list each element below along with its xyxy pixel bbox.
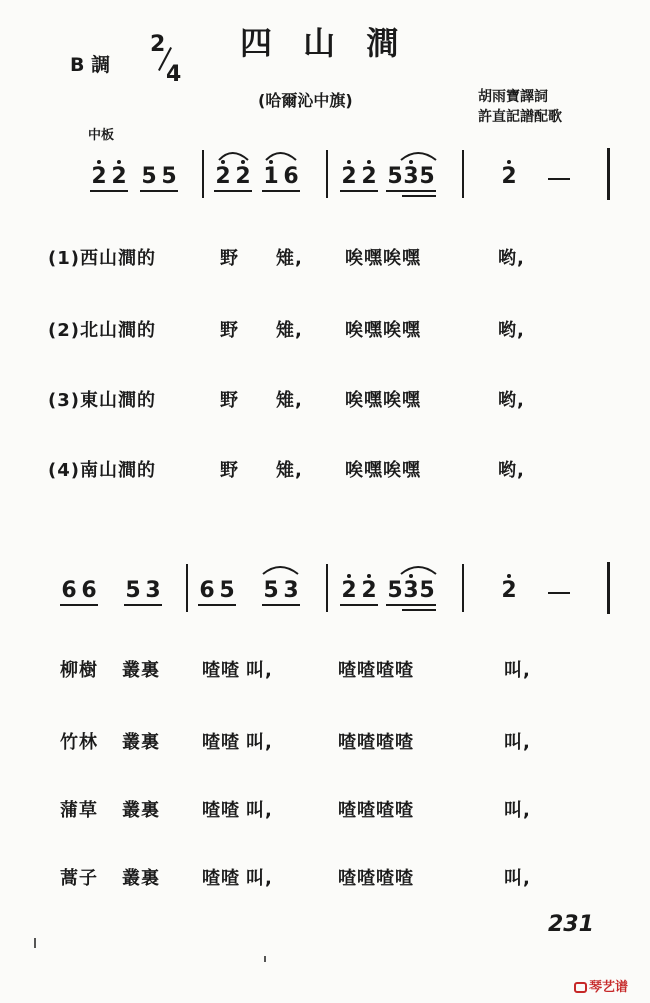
note: 2 bbox=[215, 164, 231, 189]
lyric-text: 唉嘿唉嘿 bbox=[345, 248, 421, 269]
note: 3 bbox=[403, 164, 419, 189]
beat-underline bbox=[386, 604, 436, 606]
lyric-text: 柳樹 bbox=[60, 660, 98, 681]
slur-marks bbox=[216, 146, 306, 162]
lyric-text: 喳喳喳喳 bbox=[338, 800, 414, 821]
lyric-text: 唉嘿唉嘿 bbox=[345, 320, 421, 341]
note: 5 bbox=[161, 164, 177, 189]
lyric-text: 哟, bbox=[498, 320, 525, 341]
note: 6 bbox=[199, 578, 215, 603]
lyric-text: 喳喳喳喳 bbox=[338, 732, 414, 753]
lyric-text: 蒿子 bbox=[60, 868, 98, 889]
slur-mark bbox=[260, 560, 304, 576]
lyric-text: 叢裏 bbox=[122, 732, 160, 753]
lyric-refrain-1 bbox=[60, 656, 531, 682]
lyric-verse-3 bbox=[48, 386, 525, 412]
lyric-text: 唉嘿唉嘿 bbox=[345, 390, 421, 411]
song-origin: (哈爾沁中旗) bbox=[258, 91, 353, 110]
note: 6 bbox=[61, 578, 77, 603]
music-credit: 許直記譜配歌 bbox=[478, 109, 562, 125]
note: 5 bbox=[419, 578, 435, 603]
slur-mark bbox=[398, 146, 442, 162]
note: 6 bbox=[283, 164, 299, 189]
scan-speck bbox=[34, 938, 36, 948]
bar-line bbox=[202, 150, 204, 198]
lyric-text: 竹林 bbox=[60, 732, 98, 753]
note: 2 bbox=[361, 164, 377, 189]
note: 3 bbox=[403, 578, 419, 603]
note: 2 bbox=[341, 164, 357, 189]
notation-staff-2 bbox=[61, 560, 616, 626]
lyric-text: 野 bbox=[220, 248, 239, 269]
bar-line bbox=[462, 564, 464, 612]
beat-underline bbox=[386, 190, 436, 192]
note: 5 bbox=[141, 164, 157, 189]
note: 2 bbox=[235, 164, 251, 189]
note: 2 bbox=[501, 164, 517, 189]
lyric-text: 叫, bbox=[246, 800, 273, 821]
lyric-verse-1 bbox=[48, 244, 525, 270]
note: 5 bbox=[125, 578, 141, 603]
lyric-text: 叢裏 bbox=[122, 868, 160, 889]
octave-dot bbox=[97, 160, 101, 164]
beat-underline bbox=[340, 190, 378, 192]
beat-underline bbox=[198, 604, 236, 606]
lyric-text: 叢裏 bbox=[122, 660, 160, 681]
tempo-marking: 中板 bbox=[88, 128, 115, 143]
notation-staff-1 bbox=[86, 146, 616, 212]
octave-dot bbox=[507, 574, 511, 578]
lyric-text: 叢裏 bbox=[122, 800, 160, 821]
note: 3 bbox=[145, 578, 161, 603]
note: 5 bbox=[219, 578, 235, 603]
lyric-text: 叫, bbox=[246, 868, 273, 889]
octave-dot bbox=[117, 160, 121, 164]
lyric-text: (2)北山澗的 bbox=[48, 320, 156, 341]
lyric-text: 喳喳 bbox=[202, 732, 240, 753]
note: 5 bbox=[263, 578, 279, 603]
lyric-text: 雉, bbox=[276, 390, 303, 411]
page-number: 231 bbox=[548, 912, 594, 937]
note: 2 bbox=[111, 164, 127, 189]
lyric-text: (1)西山澗的 bbox=[48, 248, 156, 269]
lyric-text: 叫, bbox=[504, 732, 531, 753]
lyric-text: (3)東山澗的 bbox=[48, 390, 156, 411]
octave-dot bbox=[367, 160, 371, 164]
lyric-text: 叫, bbox=[504, 660, 531, 681]
beat-underline bbox=[402, 195, 436, 197]
time-sig-numerator: 2 bbox=[150, 32, 166, 57]
lyrics-credit: 胡雨寶譯詞 bbox=[478, 89, 548, 105]
beat-underline bbox=[262, 604, 300, 606]
note: 1 bbox=[263, 164, 279, 189]
octave-dot bbox=[507, 160, 511, 164]
beat-underline bbox=[214, 190, 252, 192]
lyric-text: 哟, bbox=[498, 460, 525, 481]
lyric-refrain-2 bbox=[60, 728, 531, 754]
beat-underline bbox=[340, 604, 378, 606]
sustain-dash bbox=[548, 592, 570, 594]
beat-underline bbox=[60, 604, 98, 606]
time-signature bbox=[146, 32, 182, 92]
note: 2 bbox=[361, 578, 377, 603]
lyric-text: 哟, bbox=[498, 248, 525, 269]
lyric-verse-2 bbox=[48, 316, 525, 342]
lyric-refrain-4 bbox=[60, 864, 531, 890]
watermark-logo bbox=[574, 976, 628, 995]
beat-underline bbox=[124, 604, 162, 606]
note: 6 bbox=[81, 578, 97, 603]
lyric-text: 叫, bbox=[246, 732, 273, 753]
lyric-text: 雉, bbox=[276, 460, 303, 481]
bar-line bbox=[186, 564, 188, 612]
lyric-text: 叫, bbox=[504, 800, 531, 821]
beat-underline bbox=[262, 190, 300, 192]
lyric-text: 唉嘿唉嘿 bbox=[345, 460, 421, 481]
key-signature: B 調 bbox=[70, 54, 111, 76]
watermark-text: 琴艺谱 bbox=[589, 980, 629, 995]
note: 3 bbox=[283, 578, 299, 603]
lyric-text: 野 bbox=[220, 390, 239, 411]
lyric-text: 叫, bbox=[504, 868, 531, 889]
note: 2 bbox=[341, 578, 357, 603]
lyric-text: 野 bbox=[220, 320, 239, 341]
bar-line bbox=[462, 150, 464, 198]
octave-dot bbox=[347, 574, 351, 578]
note: 5 bbox=[387, 578, 403, 603]
end-bar-line bbox=[607, 562, 610, 614]
lyric-text: 喳喳喳喳 bbox=[338, 868, 414, 889]
octave-dot bbox=[347, 160, 351, 164]
lyric-refrain-3 bbox=[60, 796, 531, 822]
scan-speck bbox=[264, 956, 266, 962]
end-bar-line bbox=[607, 148, 610, 200]
octave-dot bbox=[367, 574, 371, 578]
lyric-text: 雉, bbox=[276, 320, 303, 341]
bar-line bbox=[326, 150, 328, 198]
note: 2 bbox=[91, 164, 107, 189]
note: 2 bbox=[501, 578, 517, 603]
lyric-text: 雉, bbox=[276, 248, 303, 269]
sustain-dash bbox=[548, 178, 570, 180]
bar-line bbox=[326, 564, 328, 612]
lyric-text: (4)南山澗的 bbox=[48, 460, 156, 481]
lyric-text: 喳喳 bbox=[202, 868, 240, 889]
lyric-text: 野 bbox=[220, 460, 239, 481]
beat-underline bbox=[140, 190, 178, 192]
lyric-text: 哟, bbox=[498, 390, 525, 411]
lyric-text: 蒲草 bbox=[60, 800, 98, 821]
lyric-verse-4 bbox=[48, 456, 525, 482]
lyric-text: 叫, bbox=[246, 660, 273, 681]
song-title: 四 山 澗 bbox=[240, 24, 409, 62]
logo-icon bbox=[574, 982, 587, 993]
time-sig-denominator: 4 bbox=[166, 62, 182, 87]
beat-underline bbox=[402, 609, 436, 611]
beat-underline bbox=[90, 190, 128, 192]
lyric-text: 喳喳喳喳 bbox=[338, 660, 414, 681]
lyric-text: 喳喳 bbox=[202, 800, 240, 821]
slur-mark bbox=[398, 560, 442, 576]
note: 5 bbox=[419, 164, 435, 189]
lyric-text: 喳喳 bbox=[202, 660, 240, 681]
note: 5 bbox=[387, 164, 403, 189]
